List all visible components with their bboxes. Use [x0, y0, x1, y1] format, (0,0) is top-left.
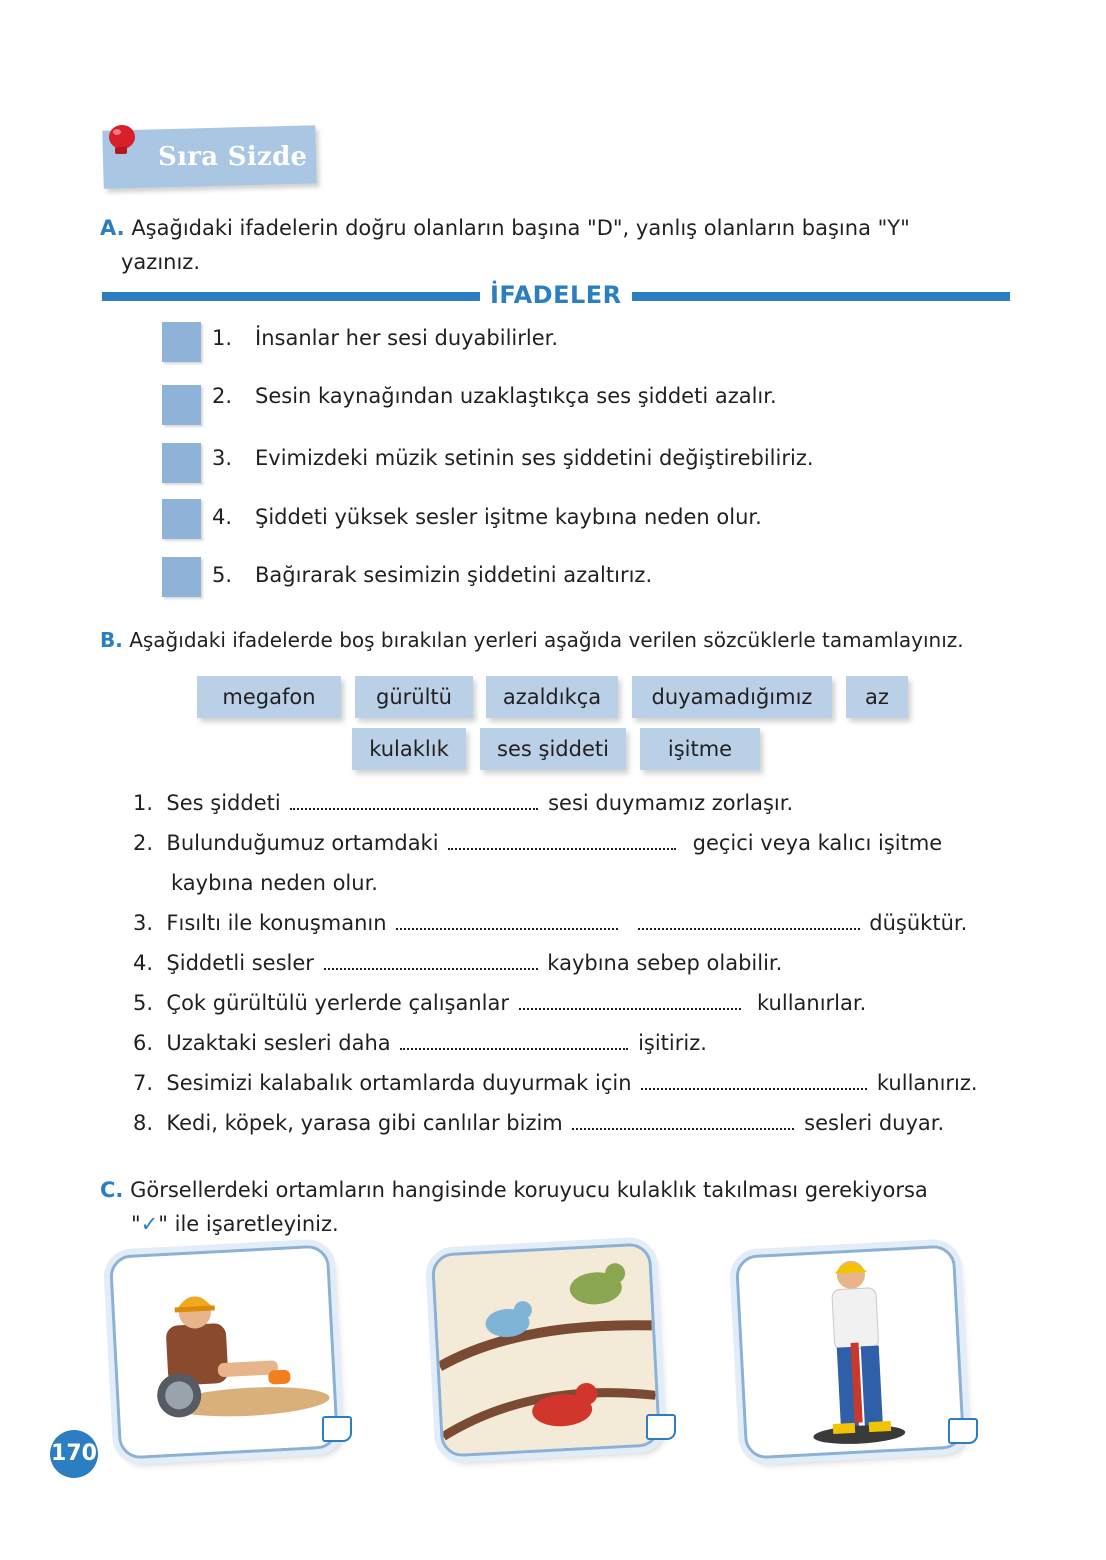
- heading-rule-left: [102, 292, 480, 301]
- statement-number: 1.: [212, 326, 233, 350]
- header-title: Sıra Sizde: [158, 142, 308, 172]
- instruction-end: " ile işaretleyiniz.: [158, 1212, 339, 1236]
- sentence-text: Ses şiddeti: [166, 791, 281, 815]
- birds-illustration: [434, 1246, 658, 1455]
- photo-birds: [431, 1242, 661, 1457]
- check-mark-icon: ✓: [140, 1212, 159, 1236]
- sentence-text: sesleri duyar.: [804, 1111, 945, 1135]
- sentence-number: 7.: [133, 1071, 154, 1095]
- answer-box-3[interactable]: [162, 443, 201, 483]
- section-b-instruction-text: Aşağıdaki ifadelerde boş bırakılan yerleri aşağıda verilen sözcüklerle tamamlayınız.: [129, 628, 964, 652]
- statement-number: 5.: [212, 563, 233, 587]
- word-chip: işitme: [640, 728, 760, 770]
- sentence-5: [133, 988, 866, 1018]
- statements-heading: İFADELER: [490, 281, 622, 309]
- sentence-text: geçici veya kalıcı işitme: [692, 831, 943, 855]
- word-chip: duyamadığımız: [632, 676, 832, 718]
- statement-number: 3.: [212, 446, 233, 470]
- word-chip: kulaklık: [352, 728, 466, 770]
- page-number: 170: [50, 1430, 98, 1478]
- sentence-8: [133, 1108, 944, 1138]
- sentence-7: [133, 1068, 978, 1098]
- statement-number: 4.: [212, 505, 233, 529]
- statement-text: İnsanlar her sesi duyabilirler.: [255, 326, 559, 350]
- section-b-instruction: [100, 624, 964, 657]
- photo-jackhammer: [735, 1244, 965, 1459]
- section-c-instruction-line1: Görsellerdeki ortamların hangisinde koruyucu kulaklık takılması gerekiyorsa: [130, 1178, 928, 1202]
- section-a-instruction-line2: yazınız.: [121, 250, 200, 274]
- quote-open: ": [131, 1212, 141, 1236]
- sentence-text: Fısıltı ile konuşmanın: [166, 911, 387, 935]
- section-c-instruction-line2: [131, 1208, 339, 1241]
- blank-field[interactable]: [638, 912, 860, 930]
- sentence-4: [133, 948, 782, 978]
- section-a-letter: A.: [100, 216, 125, 240]
- sentence-6: [133, 1028, 707, 1058]
- sentence-text: Bulunduğumuz ortamdaki: [166, 831, 439, 855]
- sentence-text: Uzaktaki sesleri daha: [166, 1031, 391, 1055]
- sentence-1: [133, 788, 793, 818]
- sentence-text: işitiriz.: [638, 1031, 707, 1055]
- sentence-3: [133, 908, 967, 938]
- section-b-letter: B.: [100, 628, 123, 652]
- word-chip: ses şiddeti: [480, 728, 626, 770]
- section-c-letter: C.: [100, 1178, 124, 1202]
- sentence-number: 8.: [133, 1111, 154, 1135]
- statement-text: Sesin kaynağından uzaklaştıkça ses şiddeti azalır.: [255, 384, 777, 408]
- sentence-number: 3.: [133, 911, 154, 935]
- blank-field[interactable]: [290, 792, 538, 810]
- word-chip: gürültü: [355, 676, 473, 718]
- blank-field[interactable]: [396, 912, 618, 930]
- sentence-2: [133, 828, 942, 858]
- sentence-text: kullanırlar.: [757, 991, 867, 1015]
- statement-text: Bağırarak sesimizin şiddetini azaltırız.: [255, 563, 653, 587]
- blank-field[interactable]: [572, 1112, 794, 1130]
- section-c-instruction: [100, 1174, 1060, 1207]
- check-box-1[interactable]: [322, 1416, 352, 1442]
- answer-box-1[interactable]: [162, 322, 201, 362]
- heading-rule-right: [632, 292, 1010, 301]
- blank-field[interactable]: [324, 952, 538, 970]
- statement-number: 2.: [212, 384, 233, 408]
- word-chip: megafon: [197, 676, 341, 718]
- sentence-text: Şiddetli sesler: [166, 951, 314, 975]
- statement-text: Şiddeti yüksek sesler işitme kaybına neden olur.: [255, 505, 762, 529]
- word-chip: azaldıkça: [486, 676, 618, 718]
- blank-field[interactable]: [519, 992, 741, 1010]
- sentence-text: kaybına sebep olabilir.: [547, 951, 783, 975]
- sentence-text: düşüktür.: [869, 911, 968, 935]
- section-a-instruction: [100, 212, 1000, 245]
- blank-field[interactable]: [400, 1032, 628, 1050]
- sentence-2-continuation: kaybına neden olur.: [171, 871, 378, 895]
- photo-worker-saw: [109, 1244, 339, 1459]
- word-chip: az: [846, 676, 908, 718]
- sentence-text: sesi duymamız zorlaşır.: [548, 791, 794, 815]
- section-a-instruction-line1: Aşağıdaki ifadelerin doğru olanların başına "D", yanlış olanların başına "Y": [131, 216, 910, 240]
- sentence-number: 2.: [133, 831, 154, 855]
- check-box-3[interactable]: [948, 1418, 978, 1444]
- blank-field[interactable]: [641, 1072, 867, 1090]
- worker-saw-illustration: [112, 1248, 336, 1457]
- sentence-number: 6.: [133, 1031, 154, 1055]
- sentence-text: kullanırız.: [876, 1071, 978, 1095]
- jackhammer-worker-illustration: [738, 1248, 962, 1457]
- sentence-number: 1.: [133, 791, 154, 815]
- lightbulb-icon: [104, 122, 140, 158]
- sentence-text: Çok gürültülü yerlerde çalışanlar: [166, 991, 509, 1015]
- answer-box-4[interactable]: [162, 499, 201, 539]
- sentence-text: Sesimizi kalabalık ortamlarda duyurmak için: [166, 1071, 632, 1095]
- sentence-number: 5.: [133, 991, 154, 1015]
- answer-box-2[interactable]: [162, 385, 201, 425]
- blank-field[interactable]: [448, 832, 676, 850]
- statement-text: Evimizdeki müzik setinin ses şiddetini değiştirebiliriz.: [255, 446, 814, 470]
- sentence-number: 4.: [133, 951, 154, 975]
- answer-box-5[interactable]: [162, 557, 201, 597]
- check-box-2[interactable]: [646, 1414, 676, 1440]
- sentence-text: Kedi, köpek, yarasa gibi canlılar bizim: [166, 1111, 563, 1135]
